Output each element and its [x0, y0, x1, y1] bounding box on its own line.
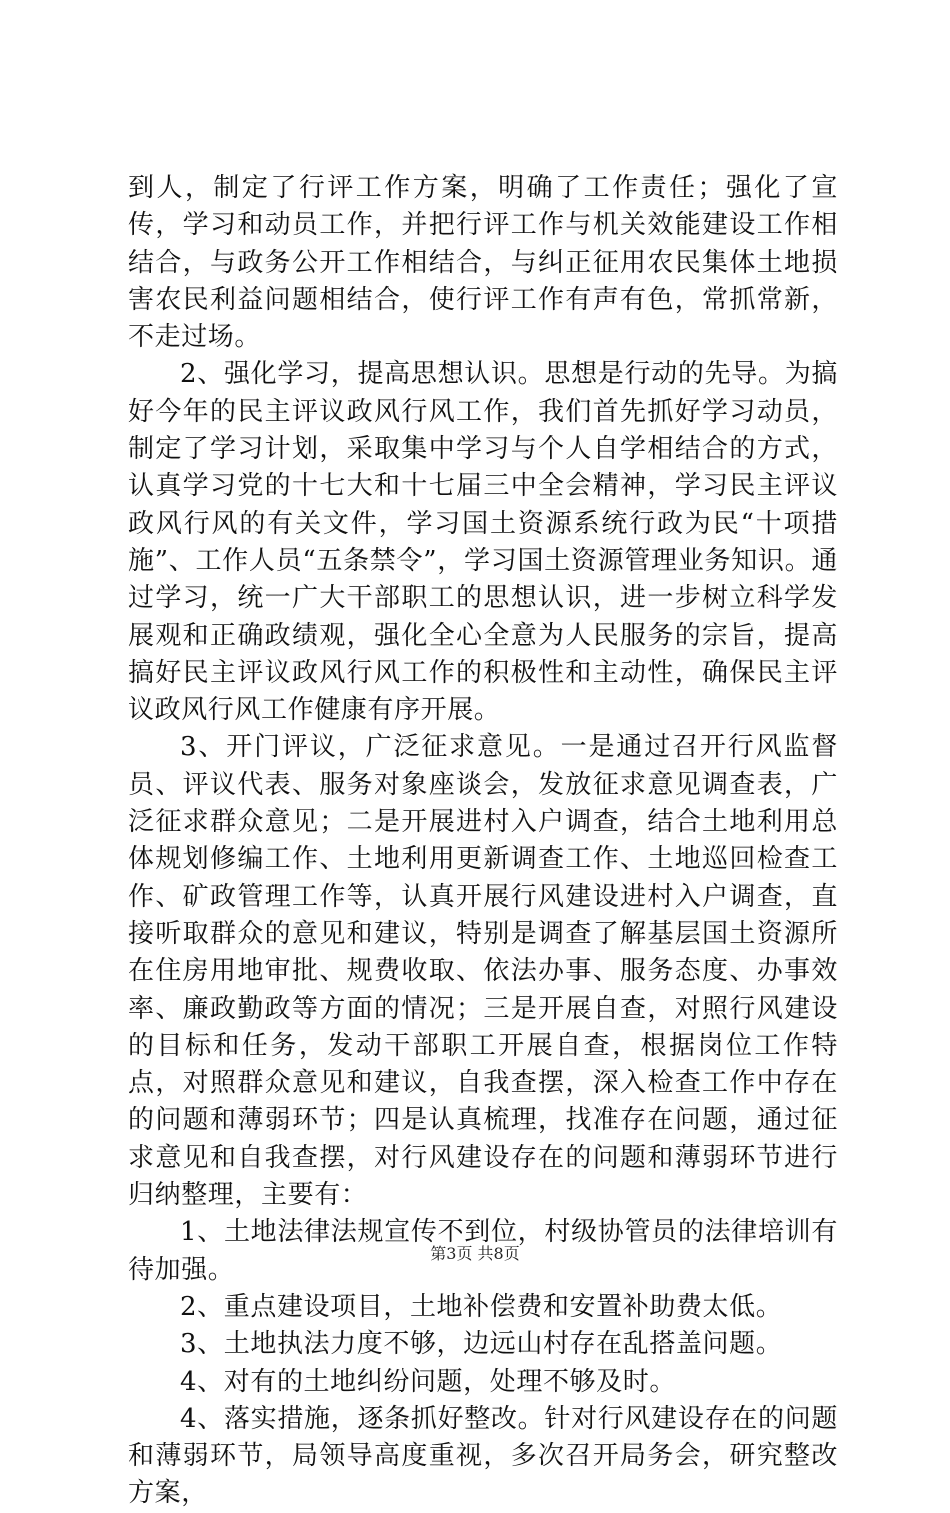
list-item-issue-1: 1、土地法律法规宣传不到位，村级协管员的法律培训有待加强。	[128, 1217, 838, 1285]
list-item-issue-3: 3、土地执法力度不够，边远山村存在乱搭盖问题。	[180, 1329, 783, 1360]
paragraph-study: 2、强化学习，提高思想认识。思想是行动的先导。为搞好今年的民主评议政风行风工作，我们首先抓好学习动员，制定了学习计划，采取集中学习与个人自学相结合的方式，认真学习党的十七大和十七届三中全会精神，学习民主评议政风行风的有关文件，学习国土资源系统行政为民“十项措施”、工作人员“五条禁令”，学习国土资源管理业务知识。通过学习，统一广大干部职工的思想认识，进一步树立科学发展观和正确政绩观，强化全心全意为人民服务的宗旨，提高搞好民主评议政风行风工作的积极性和主动性，确保民主评议政风行风工作健康有序开展。	[128, 359, 838, 726]
paragraph-open-review: 3、开门评议，广泛征求意见。一是通过召开行风监督员、评议代表、服务对象座谈会，发放征求意见调查表，广泛征求群众意见；二是开展进村入户调查，结合土地利用总体规划修编工作、土地利用更新调查工作、土地巡回检查工作、矿政管理工作等，认真开展行风建设进村入户调查，直接听取群众的意见和建议，特别是调查了解基层国土资源所在住房用地审批、规费收取、依法办事、服务态度、办事效率、廉政勤政等方面的情况；三是开展自查，对照行风建设的目标和任务，发动干部职工开展自查，根据岗位工作特点，对照群众意见和建议，自我查摆，深入检查工作中存在的问题和薄弱环节；四是认真梳理，找准存在问题，通过征求意见和自我查摆，对行风建设存在的问题和薄弱环节进行归纳整理，主要有：	[128, 732, 838, 1211]
paragraph-rectification: 4、落实措施，逐条抓好整改。针对行风建设存在的问题和薄弱环节，局领导高度重视，多次召开局务会，研究整改方案，	[128, 1403, 838, 1509]
list-item-issue-4: 4、对有的土地纠纷问题，处理不够及时。	[180, 1366, 676, 1397]
document-body	[128, 170, 838, 1513]
page-number-footer: 第3页 共8页	[430, 1244, 520, 1263]
paragraph-continuation: 到人，制定了行评工作方案，明确了工作责任；强化了宣传，学习和动员工作，并把行评工作与机关效能建设工作相结合，与政务公开工作相结合，与纠正征用农民集体土地损害农民利益问题相结合，使行评工作有声有色，常抓常新，不走过场。	[128, 173, 838, 353]
list-item-issue-2: 2、重点建设项目，土地补偿费和安置补助费太低。	[180, 1291, 783, 1322]
